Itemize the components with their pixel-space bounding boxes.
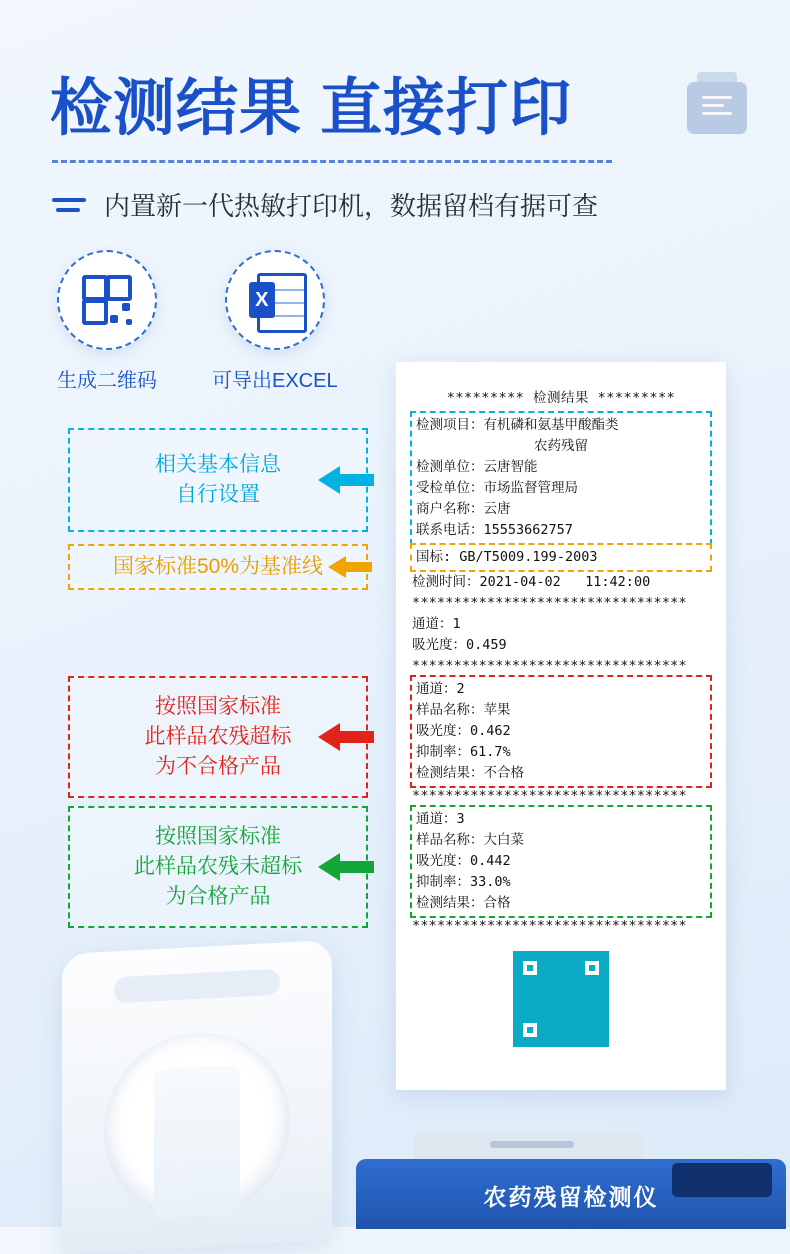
receipt-separator-2: ********************************* — [412, 658, 687, 674]
channel2-result-label: 检测结果： — [416, 765, 484, 781]
channel3-result-value: 合格 — [483, 895, 511, 911]
receipt-inspected-row — [416, 478, 706, 499]
channel3-absorbance-label: 吸光度： — [416, 853, 470, 869]
channel2-inhibition-row — [416, 742, 706, 763]
channel3-number-row — [416, 809, 706, 830]
printer-icon — [687, 72, 747, 140]
device-panel-title: 农药残留检测仪 — [483, 1184, 659, 1210]
channel2-value: 2 — [456, 681, 465, 697]
channel3-sample-label: 样品名称： — [416, 832, 484, 848]
note-fail-line3: 为不合格产品 — [155, 755, 281, 778]
channel2-absorbance-row — [416, 721, 706, 742]
receipt-org-value: 云唐智能 — [483, 459, 538, 475]
channel1-label: 通道： — [412, 616, 453, 632]
receipt-phone-value: 15553662757 — [483, 522, 573, 538]
feature-qrcode-circle — [57, 250, 157, 350]
subtitle-text: 内置新一代热敏打印机，数据留档有据可查 — [104, 191, 599, 221]
qr-code-icon — [82, 275, 132, 325]
note-standard-text: 国家标准50%为基准线 — [112, 555, 324, 578]
note-pass-line2: 此样品农残未超标 — [134, 855, 302, 878]
channel2-absorbance-label: 吸光度： — [416, 723, 470, 739]
receipt-standard-block — [412, 545, 710, 570]
receipt-standard-label: 国标: — [416, 549, 452, 565]
channel3-inhibition-row — [416, 872, 706, 893]
printed-receipt — [396, 362, 726, 1090]
receipt-time-clock: 11:42:00 — [585, 574, 651, 590]
channel3-absorbance-row — [416, 851, 706, 872]
receipt-standard-value: GB/T5009.199-2003 — [459, 549, 598, 565]
receipt-time-label: 检测时间： — [412, 574, 480, 590]
receipt-inspected-value: 市场监督管理局 — [483, 480, 578, 496]
channel1-number-row — [412, 614, 710, 635]
channel2-label: 通道： — [416, 681, 457, 697]
channel3-inhibition-value: 33.0% — [470, 874, 511, 890]
channel2-inhibition-label: 抑制率： — [416, 744, 470, 760]
page-title — [50, 58, 572, 147]
channel3-absorbance-value: 0.442 — [470, 853, 511, 869]
channel2-sample-label: 样品名称： — [416, 702, 484, 718]
note-fail-line1: 按照国家标准 — [155, 695, 281, 718]
subtitle-row — [52, 186, 598, 223]
receipt-time-date: 2021-04-02 — [479, 574, 561, 590]
receipt-merchant-label: 商户名称： — [416, 501, 484, 517]
receipt-phone-label: 联系电话： — [416, 522, 484, 538]
divider — [52, 160, 612, 163]
note-basic-line2: 自行设置 — [176, 483, 260, 506]
channel1-value: 1 — [452, 616, 461, 632]
receipt-separator-4: ********************************* — [412, 918, 687, 934]
receipt-merchant-row — [416, 499, 706, 520]
device-tray-illustration — [62, 940, 332, 1254]
receipt-org-label: 检测单位： — [416, 459, 484, 475]
receipt-basic-info-block — [412, 413, 710, 543]
channel2-sample-value: 苹果 — [483, 702, 511, 718]
receipt-item-value-1: 有机磷和氨基甲酸酯类 — [483, 417, 619, 433]
receipt-channel-1 — [412, 614, 710, 656]
receipt-item-value-2: 农药残留 — [534, 438, 588, 454]
excel-file-icon: X — [249, 273, 301, 327]
channel1-absorbance-label: 吸光度： — [412, 637, 466, 653]
receipt-separator-1: ********************************* — [412, 595, 687, 611]
receipt-phone-row — [416, 520, 706, 541]
note-pass-line3: 为合格产品 — [165, 885, 271, 908]
page-title-right: 直接打印 — [320, 74, 573, 143]
feature-excel — [212, 250, 338, 393]
page-title-left: 检测结果 — [50, 74, 303, 143]
channel2-number-row — [416, 679, 706, 700]
channel1-absorbance-row — [412, 635, 710, 656]
receipt-item-label: 检测项目： — [416, 417, 484, 433]
feature-excel-circle — [225, 250, 325, 350]
channel2-result-value: 不合格 — [483, 765, 524, 781]
channel3-sample-row — [416, 830, 706, 851]
channel3-sample-value: 大白菜 — [483, 832, 524, 848]
note-fail-line2: 此样品农残超标 — [144, 725, 292, 748]
channel3-value: 3 — [456, 811, 465, 827]
receipt-channel-3 — [412, 807, 710, 916]
channel3-label: 通道： — [416, 811, 457, 827]
note-national-standard — [68, 544, 368, 590]
receipt-inspected-label: 受检单位： — [416, 480, 484, 496]
receipt-standard-row — [416, 547, 706, 568]
channel3-inhibition-label: 抑制率： — [416, 874, 470, 890]
channel1-absorbance-value: 0.459 — [466, 637, 507, 653]
channel3-result-label: 检测结果： — [416, 895, 484, 911]
feature-qrcode-label: 生成二维码 — [57, 370, 157, 392]
receipt-channel-2 — [412, 677, 710, 786]
channel2-inhibition-value: 61.7% — [470, 744, 511, 760]
channel2-result-row — [416, 763, 706, 784]
note-basic-line1: 相关基本信息 — [155, 453, 281, 476]
note-pass-line1: 按照国家标准 — [155, 825, 281, 848]
channel2-absorbance-value: 0.462 — [470, 723, 511, 739]
receipt-merchant-value: 云唐 — [483, 501, 511, 517]
feature-qrcode — [57, 250, 157, 393]
device-illustration — [356, 1131, 786, 1227]
feature-excel-label: 可导出EXCEL — [212, 370, 338, 392]
receipt-title: ********* 检测结果 ********* — [446, 390, 676, 406]
receipt-item-row — [416, 415, 706, 436]
receipt-org-row — [416, 457, 706, 478]
channel2-sample-row — [416, 700, 706, 721]
receipt-time-row — [412, 572, 710, 593]
channel3-result-row — [416, 893, 706, 914]
receipt-qr-code — [513, 951, 609, 1047]
menu-lines-icon — [52, 192, 86, 218]
receipt-separator-3: ********************************* — [412, 788, 687, 804]
